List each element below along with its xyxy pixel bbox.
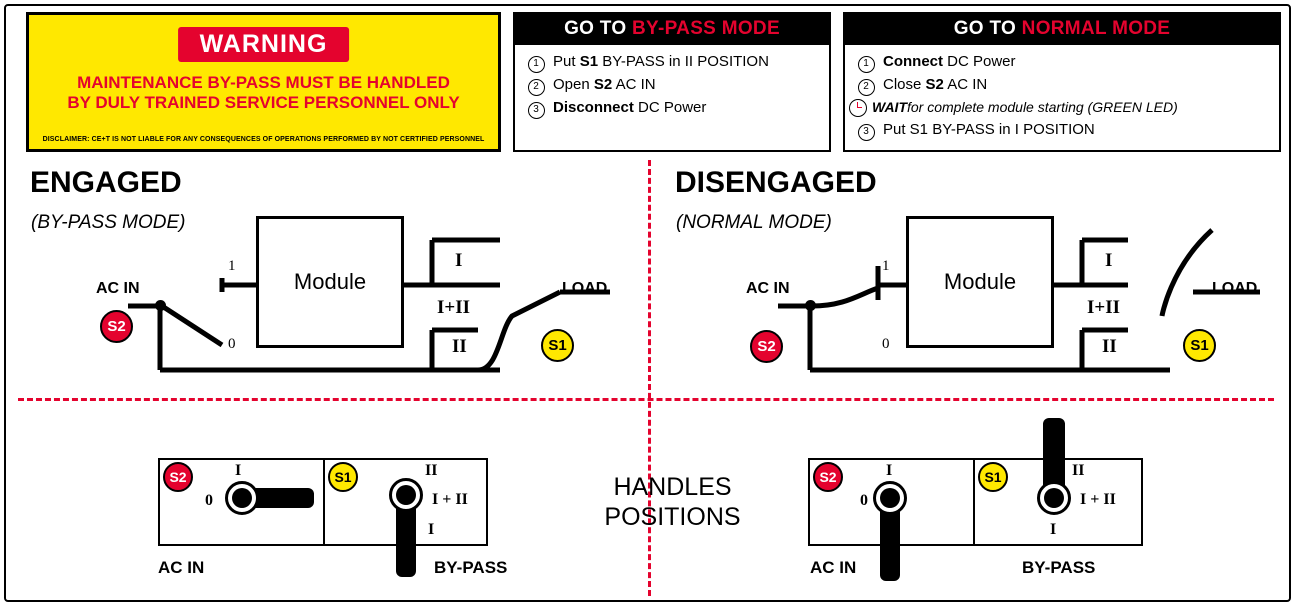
right-out-IplusII-label: I+II [1087,297,1121,318]
left-out-IplusII-label: I+II [437,297,471,318]
left-handle-s1-badge[interactable]: S1 [328,462,358,492]
step-text-post: BY-PASS in II POSITION [598,53,769,70]
right-handle-ac-0: 0 [860,492,868,509]
step-number-circle: 1 [858,56,875,73]
step-text-pre: Open [553,76,594,93]
right-handle-s2-badge[interactable]: S2 [813,462,843,492]
step-text: Put S1 BY-PASS in I POSITION [883,121,1095,138]
left-module-label: Module [293,269,367,294]
warning-disclaimer: DISCLAIMER: CE+T IS NOT LIABLE FOR ANY CONSEQUENCES OF OPERATIONS PERFORMED BY NOT CERTIFIED PERSONNEL [42,136,485,143]
right-handle-ac-I: I [886,462,893,479]
left-ac-knob[interactable] [225,481,259,515]
handles-caption [590,472,755,532]
left-section-title: ENGAGED [30,166,182,199]
right-section-title: DISENGAGED [675,166,877,199]
right-handle-bp-II: II [1072,462,1085,479]
step-number-circle: 1 [528,56,545,73]
right-pos-0-label: 0 [882,336,890,352]
right-module-label: Module [943,269,1017,294]
left-bypass-knob[interactable] [389,478,423,512]
step-number-circle: 3 [528,102,545,119]
left-handle-ac-0: 0 [205,492,213,509]
right-ac-junction-dot [805,300,816,311]
right-handle-bp-I: I [1050,521,1057,538]
step-text-post: AC IN [612,76,656,93]
right-section-subtitle: (NORMAL MODE) [676,212,832,233]
left-pos-1-label: 1 [228,258,236,274]
handles-caption-line-2: POSITIONS [604,503,741,531]
step-text-bold: S2 [593,76,613,93]
step-text-bold: Connect [883,53,943,70]
right-handles-divider [973,460,975,544]
right-bypass-knob[interactable] [1037,481,1071,515]
step-number-circle: 2 [858,79,875,96]
bypass-header-prefix: GO TO [564,18,633,39]
right-ac-in-label: AC IN [746,280,790,297]
left-ac-in-label: AC IN [96,280,140,297]
step-text-post: DC Power [943,53,1016,70]
left-handle-s2-badge[interactable]: S2 [163,462,193,492]
left-s2-badge[interactable]: S2 [100,310,133,343]
step-text-bold: Disconnect [553,99,634,116]
left-handle-bp-II: II [425,462,438,479]
left-ac-in-handle-label: AC IN [158,558,205,577]
right-handle-s1-badge[interactable]: S1 [978,462,1008,492]
step-text-bold: S2 [925,76,944,93]
wait-text: for complete module starting (GREEN LED) [907,99,1178,115]
right-pos-1-label: 1 [882,258,890,274]
normal-header-prefix: GO TO [953,18,1022,39]
warning-line-2: BY DULY TRAINED SERVICE PERSONNEL ONLY [67,93,460,112]
left-handles-divider [323,460,325,544]
bypass-header-accent: BY-PASS MODE [632,18,780,39]
warning-line-1: MAINTENANCE BY-PASS MUST BE HANDLED [77,73,450,92]
step-number-circle: 2 [528,79,545,96]
left-out-II-label: II [452,336,467,357]
left-pos-0-label: 0 [228,336,236,352]
left-bypass-handle-label: BY-PASS [434,558,508,577]
right-bypass-handle-label: BY-PASS [1022,558,1096,577]
right-ac-in-handle-label: AC IN [810,558,857,577]
normal-header-accent: NORMAL MODE [1021,18,1171,39]
left-handle-bp-IplusII: I + II [432,491,468,508]
handles-caption-line-1: HANDLES [613,473,732,501]
left-ac-junction-dot [155,300,166,311]
step-text-post: AC IN [943,76,988,93]
right-load-label: LOAD [1212,280,1258,297]
step-text-pre: Close [883,76,926,93]
left-out-I-label: I [455,250,463,271]
step-text-post: DC Power [633,99,707,116]
left-s1-badge[interactable]: S1 [541,329,574,362]
right-handle-bp-IplusII: I + II [1080,491,1116,508]
step-number-circle: 3 [858,124,875,141]
left-handle-bp-I: I [428,521,435,538]
left-load-label: LOAD [562,280,608,297]
right-s1-badge[interactable]: S1 [1183,329,1216,362]
left-section-subtitle: (BY-PASS MODE) [31,212,186,233]
wait-bold: WAIT [872,99,907,115]
right-out-I-label: I [1105,250,1113,271]
right-out-II-label: II [1102,336,1117,357]
step-text-bold: S1 [579,53,599,70]
step-text-pre: Put [553,53,580,70]
left-handle-ac-I: I [235,462,242,479]
warning-title: WARNING [178,27,350,62]
right-ac-knob[interactable] [873,481,907,515]
right-s2-badge[interactable]: S2 [750,330,783,363]
